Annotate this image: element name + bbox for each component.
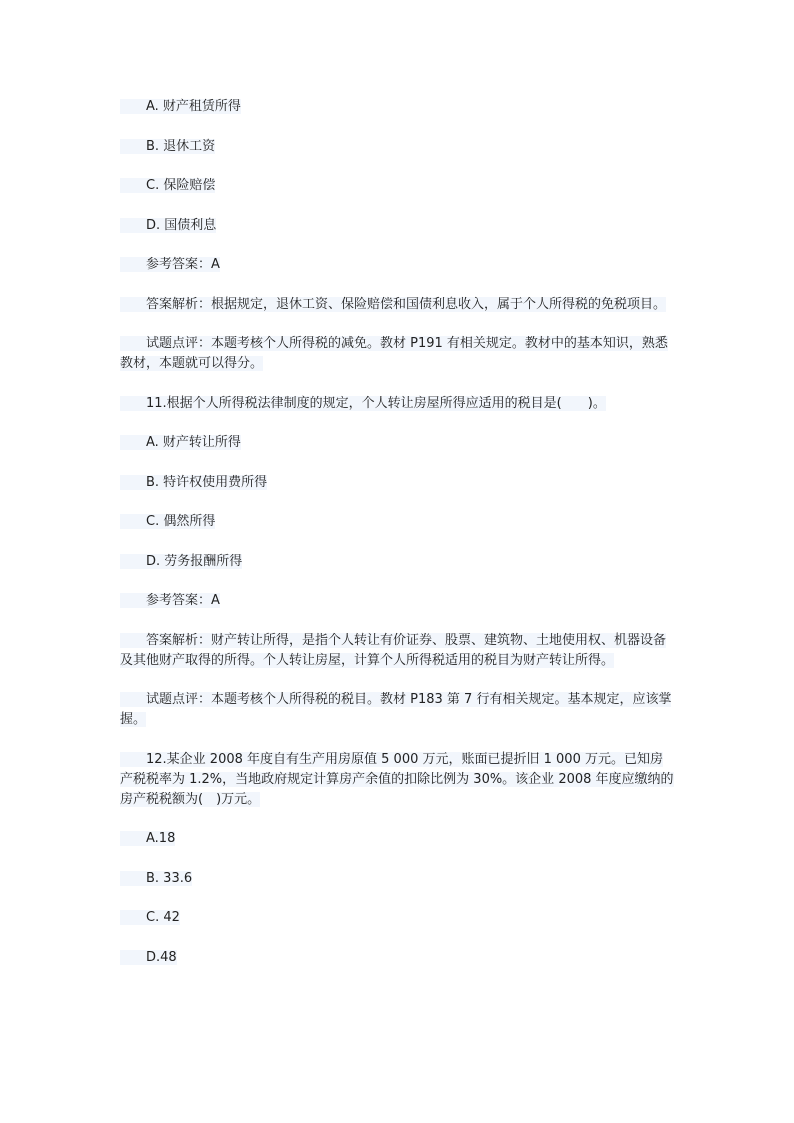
option-text: D. 劳务报酬所得	[120, 553, 243, 569]
paragraph-answer	[120, 591, 674, 611]
answer-text: 参考答案：A	[120, 593, 220, 608]
option-text: C. 保险赔偿	[120, 178, 216, 193]
paragraph-comment	[120, 334, 674, 374]
option-text: A.18	[120, 831, 176, 846]
comment-text: 试题点评：本题考核个人所得税的税目。教材 P183 第 7 行有相关规定。基本规定，应该掌握。	[120, 692, 672, 727]
option-text: C. 42	[120, 910, 180, 925]
answer-text: 参考答案：A	[120, 257, 220, 272]
document-body	[120, 97, 674, 987]
option-text: A. 财产转让所得	[120, 435, 241, 450]
paragraph-option	[120, 869, 674, 889]
paragraph-option	[120, 948, 674, 968]
paragraph-answer	[120, 255, 674, 275]
paragraph-option	[120, 908, 674, 928]
option-text: B. 特许权使用费所得	[120, 474, 268, 490]
comment-text: 试题点评：本题考核个人所得税的减免。教材 P191 有相关规定。教材中的基本知识，熟悉教材，本题就可以得分。	[120, 336, 668, 371]
paragraph-option	[120, 512, 674, 532]
question-text: 11.根据个人所得税法律制度的规定，个人转让房屋所得应适用的税目是( )。	[120, 395, 606, 411]
paragraph-analysis	[120, 295, 674, 315]
paragraph-option	[120, 176, 674, 196]
paragraph-option	[120, 433, 674, 453]
analysis-text: 答案解析：财产转让所得，是指个人转让有价证券、股票、建筑物、土地使用权、机器设备及其他财产取得的所得。个人转让房屋，计算个人所得税适用的税目为财产转让所得。	[120, 632, 667, 668]
option-text: C. 偶然所得	[120, 514, 216, 529]
question-text: 12.某企业 2008 年度自有生产用房原值 5 000 万元，账面已提折旧 1 000 万元。已知房产税税率为 1.2%，当地政府规定计算房产余值的扣除比例为 30%。该企业 2008 年度应缴纳的房产税税额为( )万元。	[120, 751, 674, 807]
paragraph-option	[120, 137, 674, 157]
option-text: A. 财产租赁所得	[120, 99, 241, 114]
paragraph-option	[120, 97, 674, 117]
option-text: D.48	[120, 949, 177, 965]
option-text: D. 国债利息	[120, 217, 217, 233]
paragraph-option	[120, 552, 674, 572]
paragraph-question	[120, 750, 674, 810]
paragraph-question	[120, 394, 674, 414]
paragraph-option	[120, 473, 674, 493]
paragraph-analysis	[120, 631, 674, 671]
paragraph-comment	[120, 690, 674, 730]
option-text: B. 退休工资	[120, 138, 216, 154]
analysis-text: 答案解析：根据规定，退休工资、保险赔偿和国债利息收入，属于个人所得税的免税项目。	[120, 296, 667, 312]
paragraph-option	[120, 829, 674, 849]
paragraph-option	[120, 216, 674, 236]
option-text: B. 33.6	[120, 870, 193, 886]
